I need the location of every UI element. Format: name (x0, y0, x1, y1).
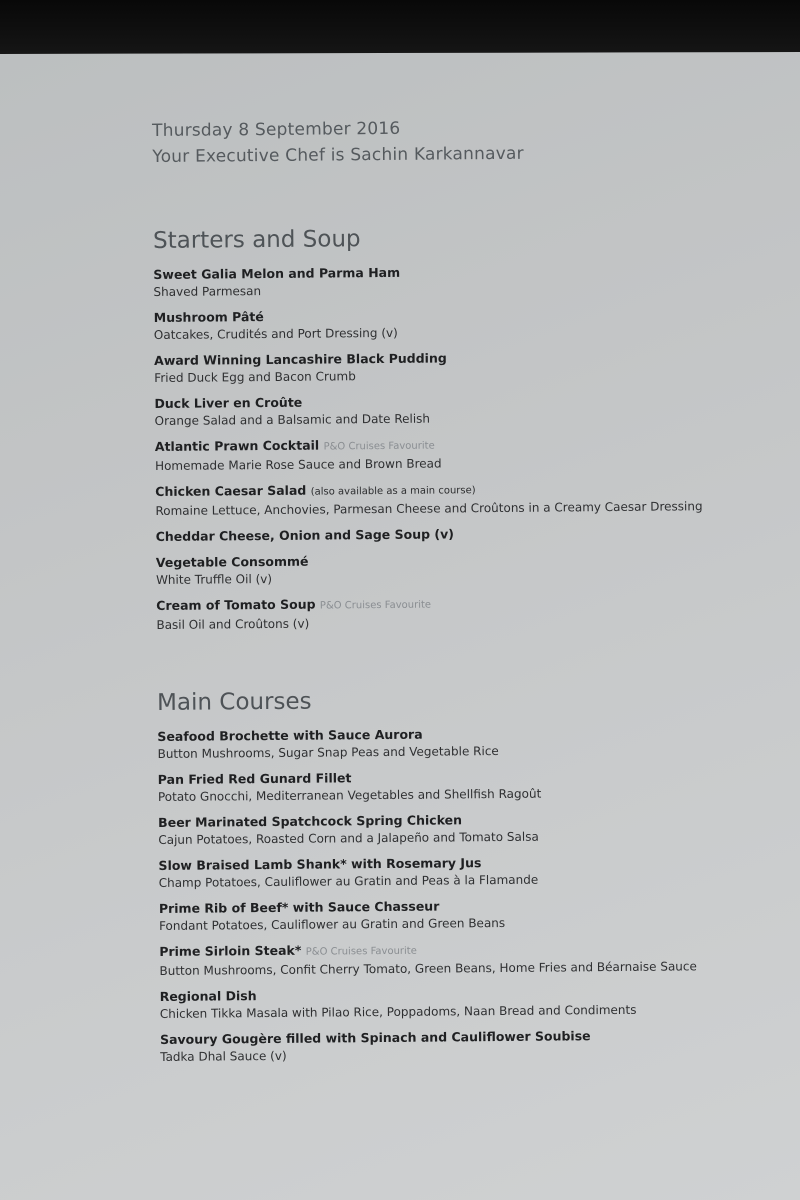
menu-item-description: Shaved Parmesan (153, 284, 262, 299)
menu-item (155, 433, 755, 475)
menu-item (155, 478, 755, 520)
menu-item-name: Duck Liver en Croûte (154, 394, 303, 411)
menu-item-description: Homemade Marie Rose Sauce and Brown Bread (154, 456, 442, 473)
menu-item-name: Chicken Caesar Salad (155, 482, 307, 499)
menu-item-name: Cheddar Cheese, Onion and Sage Soup (v) (155, 526, 455, 544)
menu-item-name: Award Winning Lancashire Black Pudding (154, 350, 447, 368)
menu-item-description: Fried Duck Egg and Bacon Crumb (154, 369, 356, 385)
menu-item-name: Slow Braised Lamb Shank* with Rosemary Jus (158, 855, 482, 873)
menu-item-note: (also available as a main course) (310, 485, 476, 498)
menu-item (160, 1026, 760, 1066)
menu-item-description: Chicken Tikka Masala with Pilao Rice, Poppadoms, Naan Bread and Condiments (159, 1002, 637, 1021)
menu-item (158, 852, 758, 892)
menu-item-name: Atlantic Prawn Cocktail (154, 437, 320, 454)
menu-item (157, 723, 757, 763)
menu-item (159, 938, 759, 980)
menu-item-name: Pan Fried Red Gunard Fillet (157, 770, 352, 787)
favourite-tag: P&O Cruises Favourite (319, 599, 432, 612)
menu-item-description: Button Mushrooms, Sugar Snap Peas and Vegetable Rice (157, 743, 499, 761)
menu-item-description: Tadka Dhal Sauce (v) (160, 1048, 287, 1064)
menu-item-description: White Truffle Oil (v) (155, 571, 273, 587)
menu-item-name: Vegetable Consommé (155, 553, 309, 570)
menu-item (159, 895, 759, 935)
menu-item-description: Orange Salad and a Balsamic and Date Relish (154, 411, 431, 428)
menu-item-name: Mushroom Pâté (153, 309, 264, 325)
mains-list (157, 723, 760, 1066)
menu-item-name: Regional Dish (159, 988, 257, 1004)
menu-item (153, 261, 753, 301)
menu-item (154, 390, 754, 430)
menu-item (154, 304, 754, 344)
menu-content (152, 113, 760, 1074)
menu-item (158, 809, 758, 849)
menu-item-description: Potato Gnocchi, Mediterranean Vegetables and Shellfish Ragoût (157, 786, 542, 804)
menu-item (158, 766, 758, 806)
menu-item-name: Beer Marinated Spatchcock Spring Chicken (158, 812, 463, 830)
menu-item (154, 347, 754, 387)
favourite-tag: P&O Cruises Favourite (305, 945, 417, 958)
favourite-tag: P&O Cruises Favourite (323, 440, 435, 453)
menu-item (160, 983, 760, 1023)
menu-item-name: Seafood Brochette with Sauce Aurora (157, 726, 423, 744)
menu-item (156, 523, 756, 546)
menu-item-description: Champ Potatoes, Cauliflower au Gratin and Peas à la Flamande (158, 872, 539, 890)
menu-date: Thursday 8 September 2016 (152, 118, 401, 141)
menu-item-description: Cajun Potatoes, Roasted Corn and a Jalapeño and Tomato Salsa (158, 829, 539, 847)
menu-item-description: Oatcakes, Crudités and Port Dressing (v) (153, 325, 398, 342)
section-title-mains: Main Courses (156, 688, 312, 716)
executive-chef: Your Executive Chef is Sachin Karkannavar (152, 143, 524, 167)
menu-item-description: Basil Oil and Croûtons (v) (156, 616, 310, 632)
menu-item-description: Fondant Potatoes, Cauliflower au Gratin and Green Beans (158, 915, 506, 933)
menu-item-name: Prime Rib of Beef* with Sauce Chasseur (158, 898, 440, 916)
menu-item-name: Cream of Tomato Soup (156, 596, 316, 613)
starters-list (153, 261, 756, 634)
menu-item (156, 592, 756, 634)
menu-item-name: Savoury Gougère filled with Spinach and Cauliflower Soubise (159, 1028, 591, 1047)
menu-item-name: Sweet Galia Melon and Parma Ham (153, 264, 401, 282)
section-title-starters: Starters and Soup (152, 226, 361, 254)
menu-item-description: Romaine Lettuce, Anchovies, Parmesan Cheese and Croûtons in a Creamy Caesar Dressing (155, 499, 703, 518)
menu-item-description: Button Mushrooms, Confit Cherry Tomato, Green Beans, Home Fries and Béarnaise Sauce (159, 959, 697, 978)
menu-item (156, 549, 756, 589)
menu-item-name: Prime Sirloin Steak* (159, 942, 302, 959)
menu-item-name-line (156, 523, 756, 546)
